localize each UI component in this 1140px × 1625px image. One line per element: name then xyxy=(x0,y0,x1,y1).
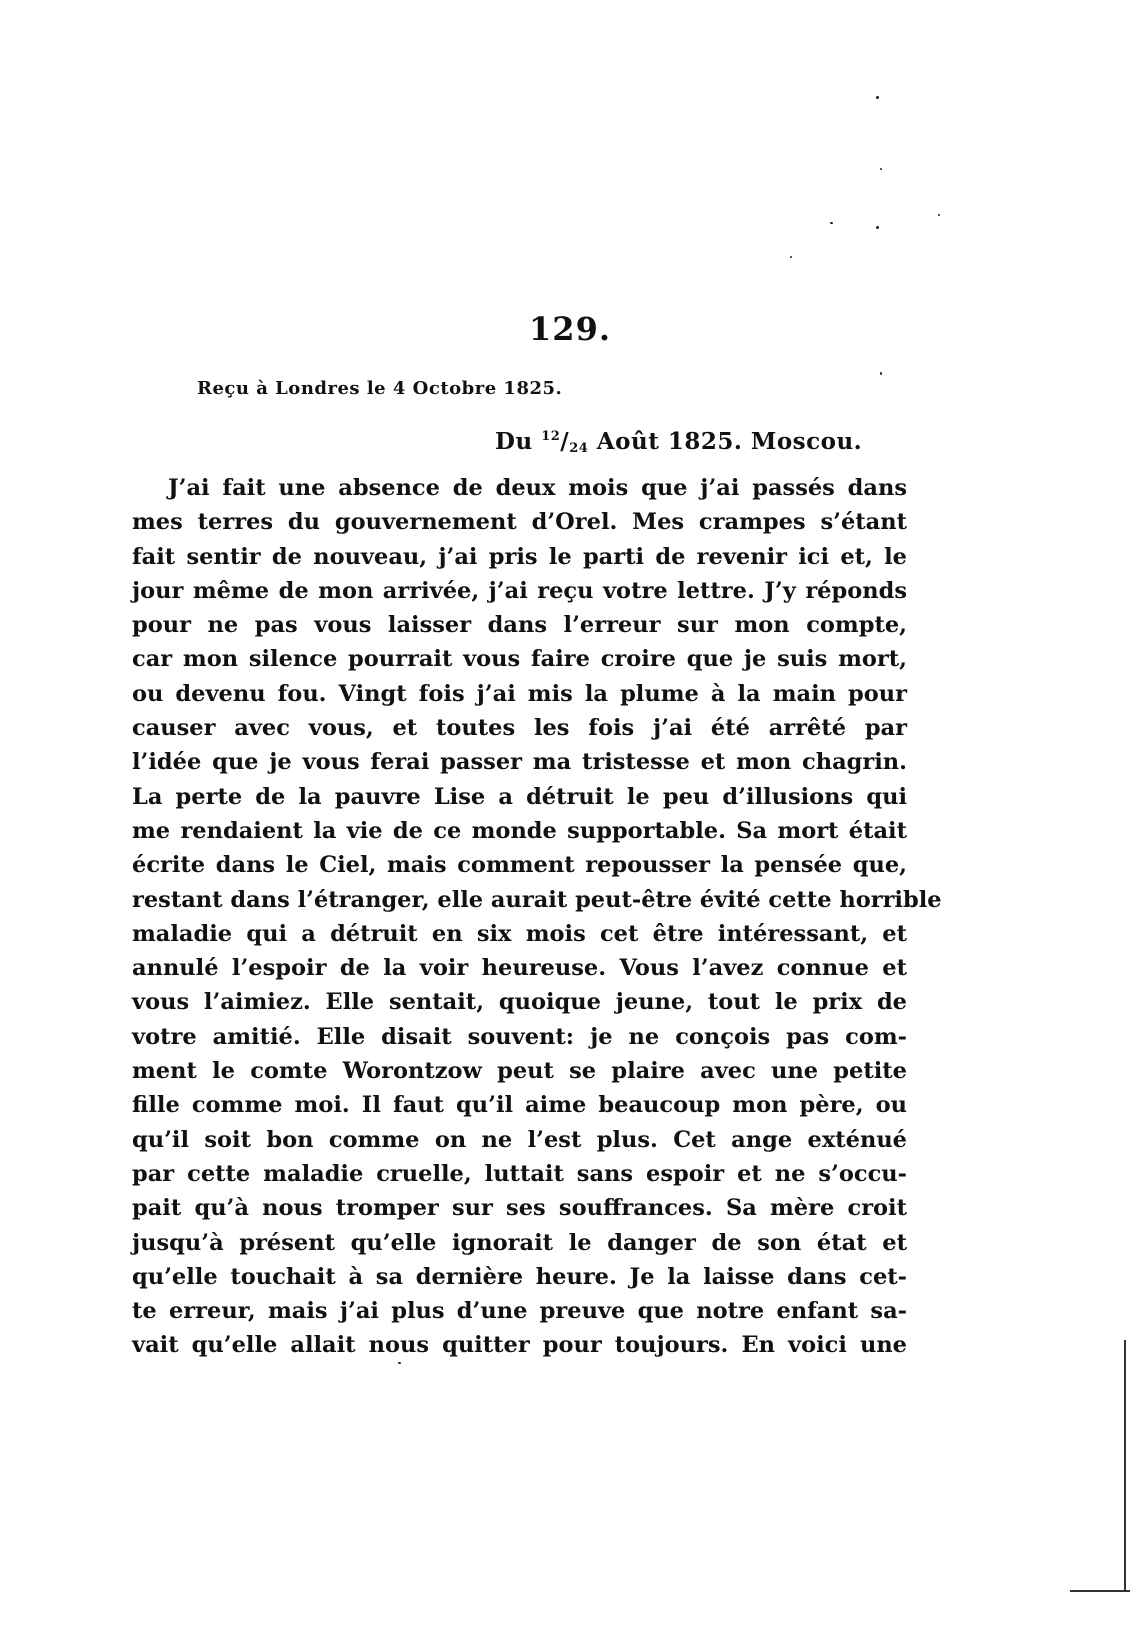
text-line: votre amitié. Elle disait souvent: je ne conçois pas com- xyxy=(132,1023,907,1050)
text-line: causer avec vous, et toutes les fois j’ai été arrêté par xyxy=(132,715,907,742)
scan-speck xyxy=(880,168,882,170)
text-line: pait qu’à nous tromper sur ses souffrances. Sa mère croit xyxy=(132,1195,907,1222)
dateline-rest: Août 1825. Moscou. xyxy=(596,428,863,455)
dateline-day-new: 24 xyxy=(569,441,589,456)
text-line: fille comme moi. Il faut qu’il aime beaucoup mon père, ou xyxy=(132,1092,907,1119)
text-line: mes terres du gouvernement d’Orel. Mes crampes s’étant xyxy=(132,509,907,536)
text-line: jour même de mon arrivée, j’ai reçu votre lettre. J’y réponds xyxy=(132,577,907,604)
text-line: restant dans l’étranger, elle aurait peut-être évité cette horrible xyxy=(132,886,942,913)
text-line: jusqu’à présent qu’elle ignorait le danger de son état et xyxy=(132,1229,907,1256)
text-line: pour ne pas vous laisser dans l’erreur sur mon compte, xyxy=(132,612,907,639)
letter-body xyxy=(132,471,942,1363)
page-edge-line xyxy=(1124,1340,1126,1590)
text-line: écrite dans le Ciel, mais comment repousser la pensée que, xyxy=(132,852,907,879)
scan-speck xyxy=(398,1362,401,1364)
text-line: qu’elle touchait à sa dernière heure. Je la laisse dans cet- xyxy=(132,1263,907,1290)
text-line: maladie qui a détruit en six mois cet être intéressant, et xyxy=(132,920,907,947)
scan-speck xyxy=(790,256,792,258)
text-line: La perte de la pauvre Lise a détruit le peu d’illusions qui xyxy=(132,783,907,810)
dateline-prefix: Du xyxy=(495,428,533,455)
scan-speck xyxy=(880,372,882,375)
text-line: par cette maladie cruelle, luttait sans espoir et ne s’occu- xyxy=(132,1160,907,1187)
received-note: Reçu à Londres le 4 Octobre 1825. xyxy=(197,378,563,399)
scan-speck xyxy=(830,222,833,224)
text-line: vous l’aimiez. Elle sentait, quoique jeune, tout le prix de xyxy=(132,989,907,1016)
text-line: ou devenu fou. Vingt fois j’ai mis la plume à la main pour xyxy=(132,680,907,707)
dateline-day-old: 12 xyxy=(541,429,561,444)
text-line: J’ai fait une absence de deux mois que j’ai passés dans xyxy=(168,475,907,501)
text-line: qu’il soit bon comme on ne l’est plus. Cet ange exténué xyxy=(132,1126,907,1153)
text-line: vait qu’elle allait nous quitter pour toujours. En voici une xyxy=(132,1332,907,1359)
page-edge-line xyxy=(1070,1590,1130,1592)
text-line: l’idée que je vous ferai passer ma tristesse et mon chagrin. xyxy=(132,749,907,776)
letter-number: 129. xyxy=(529,310,611,348)
scan-speck xyxy=(938,214,940,216)
scan-speck xyxy=(876,96,879,99)
dateline: Du $^{12}/_{24}$ Août 1825. Moscou. xyxy=(495,428,863,456)
text-line: te erreur, mais j’ai plus d’une preuve que notre enfant sa- xyxy=(132,1298,907,1325)
scan-speck xyxy=(876,226,879,229)
text-line: ment le comte Worontzow peut se plaire avec une petite xyxy=(132,1058,907,1085)
text-line: me rendaient la vie de ce monde supportable. Sa mort était xyxy=(132,817,907,844)
text-line: annulé l’espoir de la voir heureuse. Vous l’avez connue et xyxy=(132,955,907,982)
text-line: fait sentir de nouveau, j’ai pris le parti de revenir ici et, le xyxy=(132,543,907,570)
text-line: car mon silence pourrait vous faire croire que je suis mort, xyxy=(132,646,907,673)
